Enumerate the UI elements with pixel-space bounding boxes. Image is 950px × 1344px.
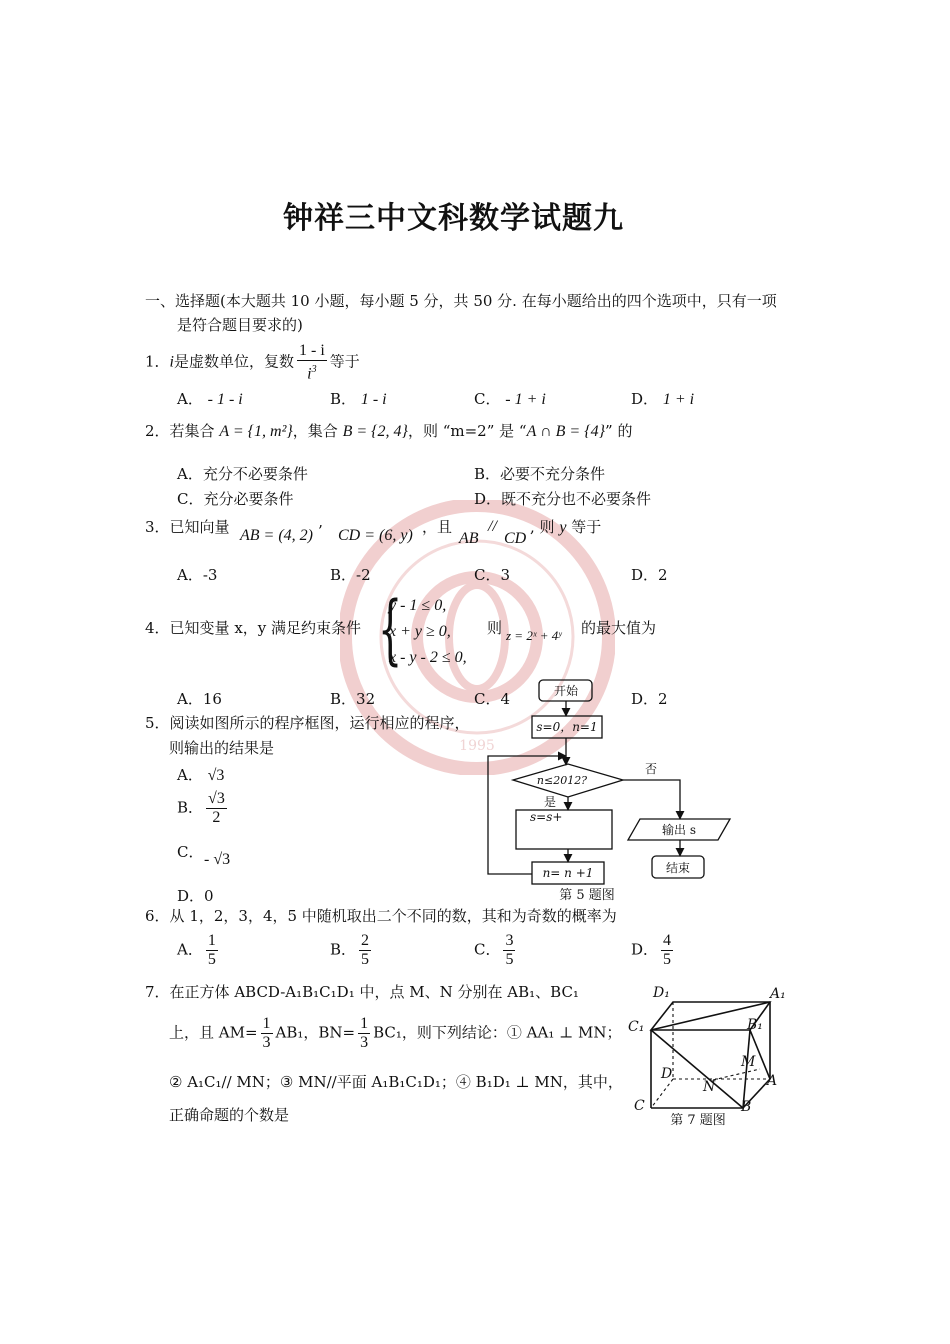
flowchart — [480, 676, 740, 906]
flow-start-label: 开始 — [553, 684, 579, 698]
option-label: B． — [474, 465, 501, 483]
q6-option-c — [474, 932, 518, 969]
option-label: C． — [474, 690, 501, 708]
question-number: 6． — [145, 907, 170, 925]
option-label: D． — [631, 690, 659, 708]
question-number: 7． — [145, 983, 170, 1001]
fraction-numerator: 1 — [360, 1015, 369, 1032]
cube-label-b: B — [741, 1099, 752, 1115]
q2-option-d — [474, 488, 651, 509]
option-label: C． — [177, 490, 204, 508]
fraction-denominator: 5 — [663, 951, 672, 968]
fraction-numerator: 1 — [262, 1015, 271, 1032]
option-value: 2 — [658, 566, 668, 584]
q2-option-c — [177, 488, 294, 509]
q1-option-c — [474, 388, 546, 409]
q2-option-a — [177, 463, 308, 484]
q6-option-b — [330, 932, 374, 969]
question-stem-then: 则 — [487, 619, 503, 637]
stem-text: AB₁，BN= — [275, 1023, 356, 1042]
question-stem-mid: ，且 — [422, 518, 453, 536]
cube-label-m: M — [741, 1054, 756, 1070]
fraction-denominator: 2 — [212, 809, 221, 826]
section-instructions-line1: 一、选择题(本大题共 10 小题，每小题 5 分，共 50 分. 在每小题给出的四个选项中，只有一项 — [145, 292, 777, 310]
fraction-numerator: 2 — [361, 932, 370, 949]
option-value: 必要不充分条件 — [500, 465, 606, 483]
fraction-denominator: 3 — [262, 1034, 271, 1051]
option-label: D． — [631, 390, 659, 408]
den-exponent: 3 — [311, 364, 317, 375]
option-value: - 1 - i — [207, 391, 243, 408]
option-label: B． — [330, 940, 357, 959]
q5-option-c-value: - √3 — [204, 851, 231, 868]
comma: ’ — [318, 522, 323, 540]
fraction — [297, 342, 327, 383]
fraction — [261, 1015, 273, 1052]
option-label: B． — [330, 690, 357, 708]
q5-option-c-label: C． — [177, 843, 204, 861]
cube-label-d: D — [661, 1066, 673, 1082]
question-5-line2: 则输出的结果是 — [169, 739, 275, 757]
question-number: 3． — [145, 518, 170, 536]
question-4 — [145, 617, 361, 638]
option-label: C． — [474, 566, 501, 584]
flow-caption: 第 5 题图 — [559, 888, 615, 903]
q6-option-d — [631, 932, 676, 969]
option-label: A． — [177, 566, 203, 584]
fraction — [503, 932, 515, 969]
option-value: 1 + i — [662, 391, 695, 408]
flow-yes-label: 是 — [544, 795, 557, 809]
set-intersection: A ∩ B = {4} — [526, 423, 606, 440]
parallel-b: CD — [504, 530, 527, 547]
stem-text: BC₁，则下列结论：① AA₁ ⊥ MN； — [373, 1023, 622, 1042]
constraint-brace: { — [378, 584, 403, 673]
question-stem: ，则 “m=2” 是 “ — [407, 422, 527, 440]
question-stem-end: 等于 — [329, 352, 360, 371]
fraction-numerator: 3 — [505, 932, 514, 949]
fraction-numerator: 1 — [207, 932, 216, 949]
q5-option-b — [177, 790, 230, 827]
question-stem: ” 的 — [605, 422, 633, 440]
question-5 — [145, 712, 470, 733]
question-stem: 在正方体 ABCD-A₁B₁C₁D₁ 中，点 M、N 分别在 AB₁、BC₁ — [169, 983, 579, 1001]
question-stem: 是虚数单位，复数 — [174, 352, 295, 371]
q3-option-b — [330, 564, 371, 585]
option-label: B． — [177, 798, 204, 817]
fraction — [661, 932, 673, 969]
option-value: 1 - i — [360, 391, 387, 408]
flow-increment-label: n= n +1 — [542, 866, 594, 880]
flow-body-label: s=s+ — [530, 810, 563, 824]
q2-option-b — [474, 463, 605, 484]
parallel-symbol: // — [488, 518, 497, 535]
option-label: A． — [177, 690, 203, 708]
question-stem-post — [530, 516, 601, 537]
option-label: B． — [330, 390, 357, 408]
option-value: 2 — [658, 690, 668, 708]
stem-text: 上，且 AM= — [169, 1023, 258, 1042]
q5-option-a — [177, 764, 224, 785]
option-label: D． — [474, 490, 502, 508]
set-a: A = {1, m²} — [219, 423, 293, 440]
option-value: 4 — [500, 690, 511, 708]
vector-ab: AB = (4, 2) — [240, 527, 313, 544]
cube-label-b1: B₁ — [747, 1017, 763, 1033]
q3-option-c — [474, 564, 510, 585]
fraction — [358, 1015, 370, 1052]
cube-label-c: C — [634, 1098, 645, 1114]
stem-text: 等于 — [571, 518, 602, 536]
cube-label-d1: D₁ — [653, 985, 670, 1001]
question-6 — [145, 905, 617, 926]
q6-option-a — [177, 932, 221, 969]
cube-figure — [625, 978, 795, 1128]
fraction — [359, 932, 371, 969]
question-3 — [145, 516, 230, 537]
flow-end-label: 结束 — [665, 861, 691, 875]
fraction-denominator: 5 — [361, 951, 370, 968]
option-value: -2 — [356, 566, 371, 584]
math-y: y — [559, 519, 567, 536]
fraction-denominator: 3 — [360, 1034, 369, 1051]
constraint-2: x + y ≥ 0, — [389, 623, 451, 640]
flow-cond-label: n≤2012? — [536, 774, 588, 787]
option-value: 16 — [202, 690, 222, 708]
fraction-numerator: 4 — [663, 932, 672, 949]
option-value: √3 — [207, 767, 225, 784]
option-label: D． — [631, 566, 659, 584]
page-title: 钟祥三中文科数学试题九 — [283, 201, 624, 236]
question-7-line3: ② A₁C₁// MN；③ MN//平面 A₁B₁C₁D₁；④ B₁D₁ ⊥ MN，其中， — [169, 1073, 623, 1091]
stem-text: , 则 — [530, 518, 555, 536]
q4-option-b — [330, 688, 375, 709]
flow-no-label: 否 — [645, 762, 658, 776]
vector-cd: CD = (6, y) — [338, 527, 413, 544]
option-label: C． — [474, 390, 501, 408]
question-2 — [145, 420, 632, 441]
question-stem: 已知向量 — [169, 518, 230, 536]
question-number: 2． — [145, 422, 170, 440]
option-value: 既不充分也不必要条件 — [501, 490, 652, 508]
watermark-year: 1995 — [459, 738, 495, 754]
option-label: A． — [177, 766, 203, 784]
set-b: B = {2, 4} — [342, 423, 408, 440]
question-number: 5． — [145, 714, 170, 732]
q1-option-d — [631, 388, 694, 409]
question-stem: 阅读如图所示的程序框图，运行相应的程序， — [169, 714, 470, 732]
question-stem: ，集合 — [292, 422, 338, 440]
question-stem: 从 1，2，3，4，5 中随机取出二个不同的数，其和为奇数的概率为 — [169, 907, 617, 925]
math-i: i — [169, 353, 174, 371]
option-value: 充分必要条件 — [203, 490, 294, 508]
cube-label-a1: A₁ — [770, 986, 786, 1002]
question-stem-post: 的最大值为 — [581, 619, 657, 637]
question-number: 4． — [145, 619, 170, 637]
section-instructions-line2: 是符合题目要求的) — [177, 316, 303, 334]
question-1 — [145, 342, 360, 383]
option-value: - 1 + i — [505, 391, 546, 408]
constraint-3: x - y - 2 ≤ 0, — [389, 649, 467, 666]
objective-expr: z = 2ˣ + 4ʸ — [506, 628, 562, 643]
option-value: 充分不必要条件 — [202, 465, 308, 483]
q1-option-a — [177, 388, 243, 409]
option-label: A． — [177, 465, 203, 483]
parallel-a: AB — [459, 530, 479, 547]
q4-option-a — [177, 688, 222, 709]
constraint-1: y - 1 ≤ 0, — [389, 597, 447, 614]
question-stem: 若集合 — [169, 422, 215, 440]
q3-option-a — [177, 564, 217, 585]
cube-label-a: A — [767, 1073, 778, 1089]
fraction-denominator: 5 — [207, 951, 216, 968]
question-stem: 已知变量 x，y 满足约束条件 — [169, 619, 362, 637]
fraction — [206, 932, 218, 969]
fraction — [206, 790, 227, 827]
fraction-denominator — [297, 361, 327, 383]
fraction-numerator: √3 — [208, 790, 225, 807]
flow-init-label: s=0，n=1 — [536, 720, 598, 734]
option-value: 3 — [500, 566, 511, 584]
question-number: 1． — [145, 352, 170, 371]
option-label: B． — [330, 566, 357, 584]
q3-option-d — [631, 564, 668, 585]
q5-option-d: D．0 — [177, 887, 214, 905]
question-7 — [145, 981, 579, 1002]
option-value: 32 — [356, 690, 376, 708]
fraction-numerator: 1 - i — [299, 342, 325, 359]
cube-caption: 第 7 题图 — [670, 1113, 726, 1128]
q1-option-b — [330, 388, 387, 409]
fraction-denominator: 5 — [505, 951, 514, 968]
option-label: A． — [177, 940, 203, 959]
option-label: C． — [474, 940, 501, 959]
cube-label-c1: C₁ — [628, 1019, 645, 1035]
question-7-line4: 正确命题的个数是 — [169, 1106, 290, 1124]
option-value: -3 — [202, 566, 218, 584]
den-base: i — [307, 365, 312, 383]
flow-output-label: 输出 s — [662, 823, 696, 837]
option-label: A． — [177, 390, 203, 408]
cube-label-n: N — [703, 1079, 716, 1095]
question-7-line2 — [169, 1015, 622, 1052]
option-label: D． — [631, 940, 659, 959]
